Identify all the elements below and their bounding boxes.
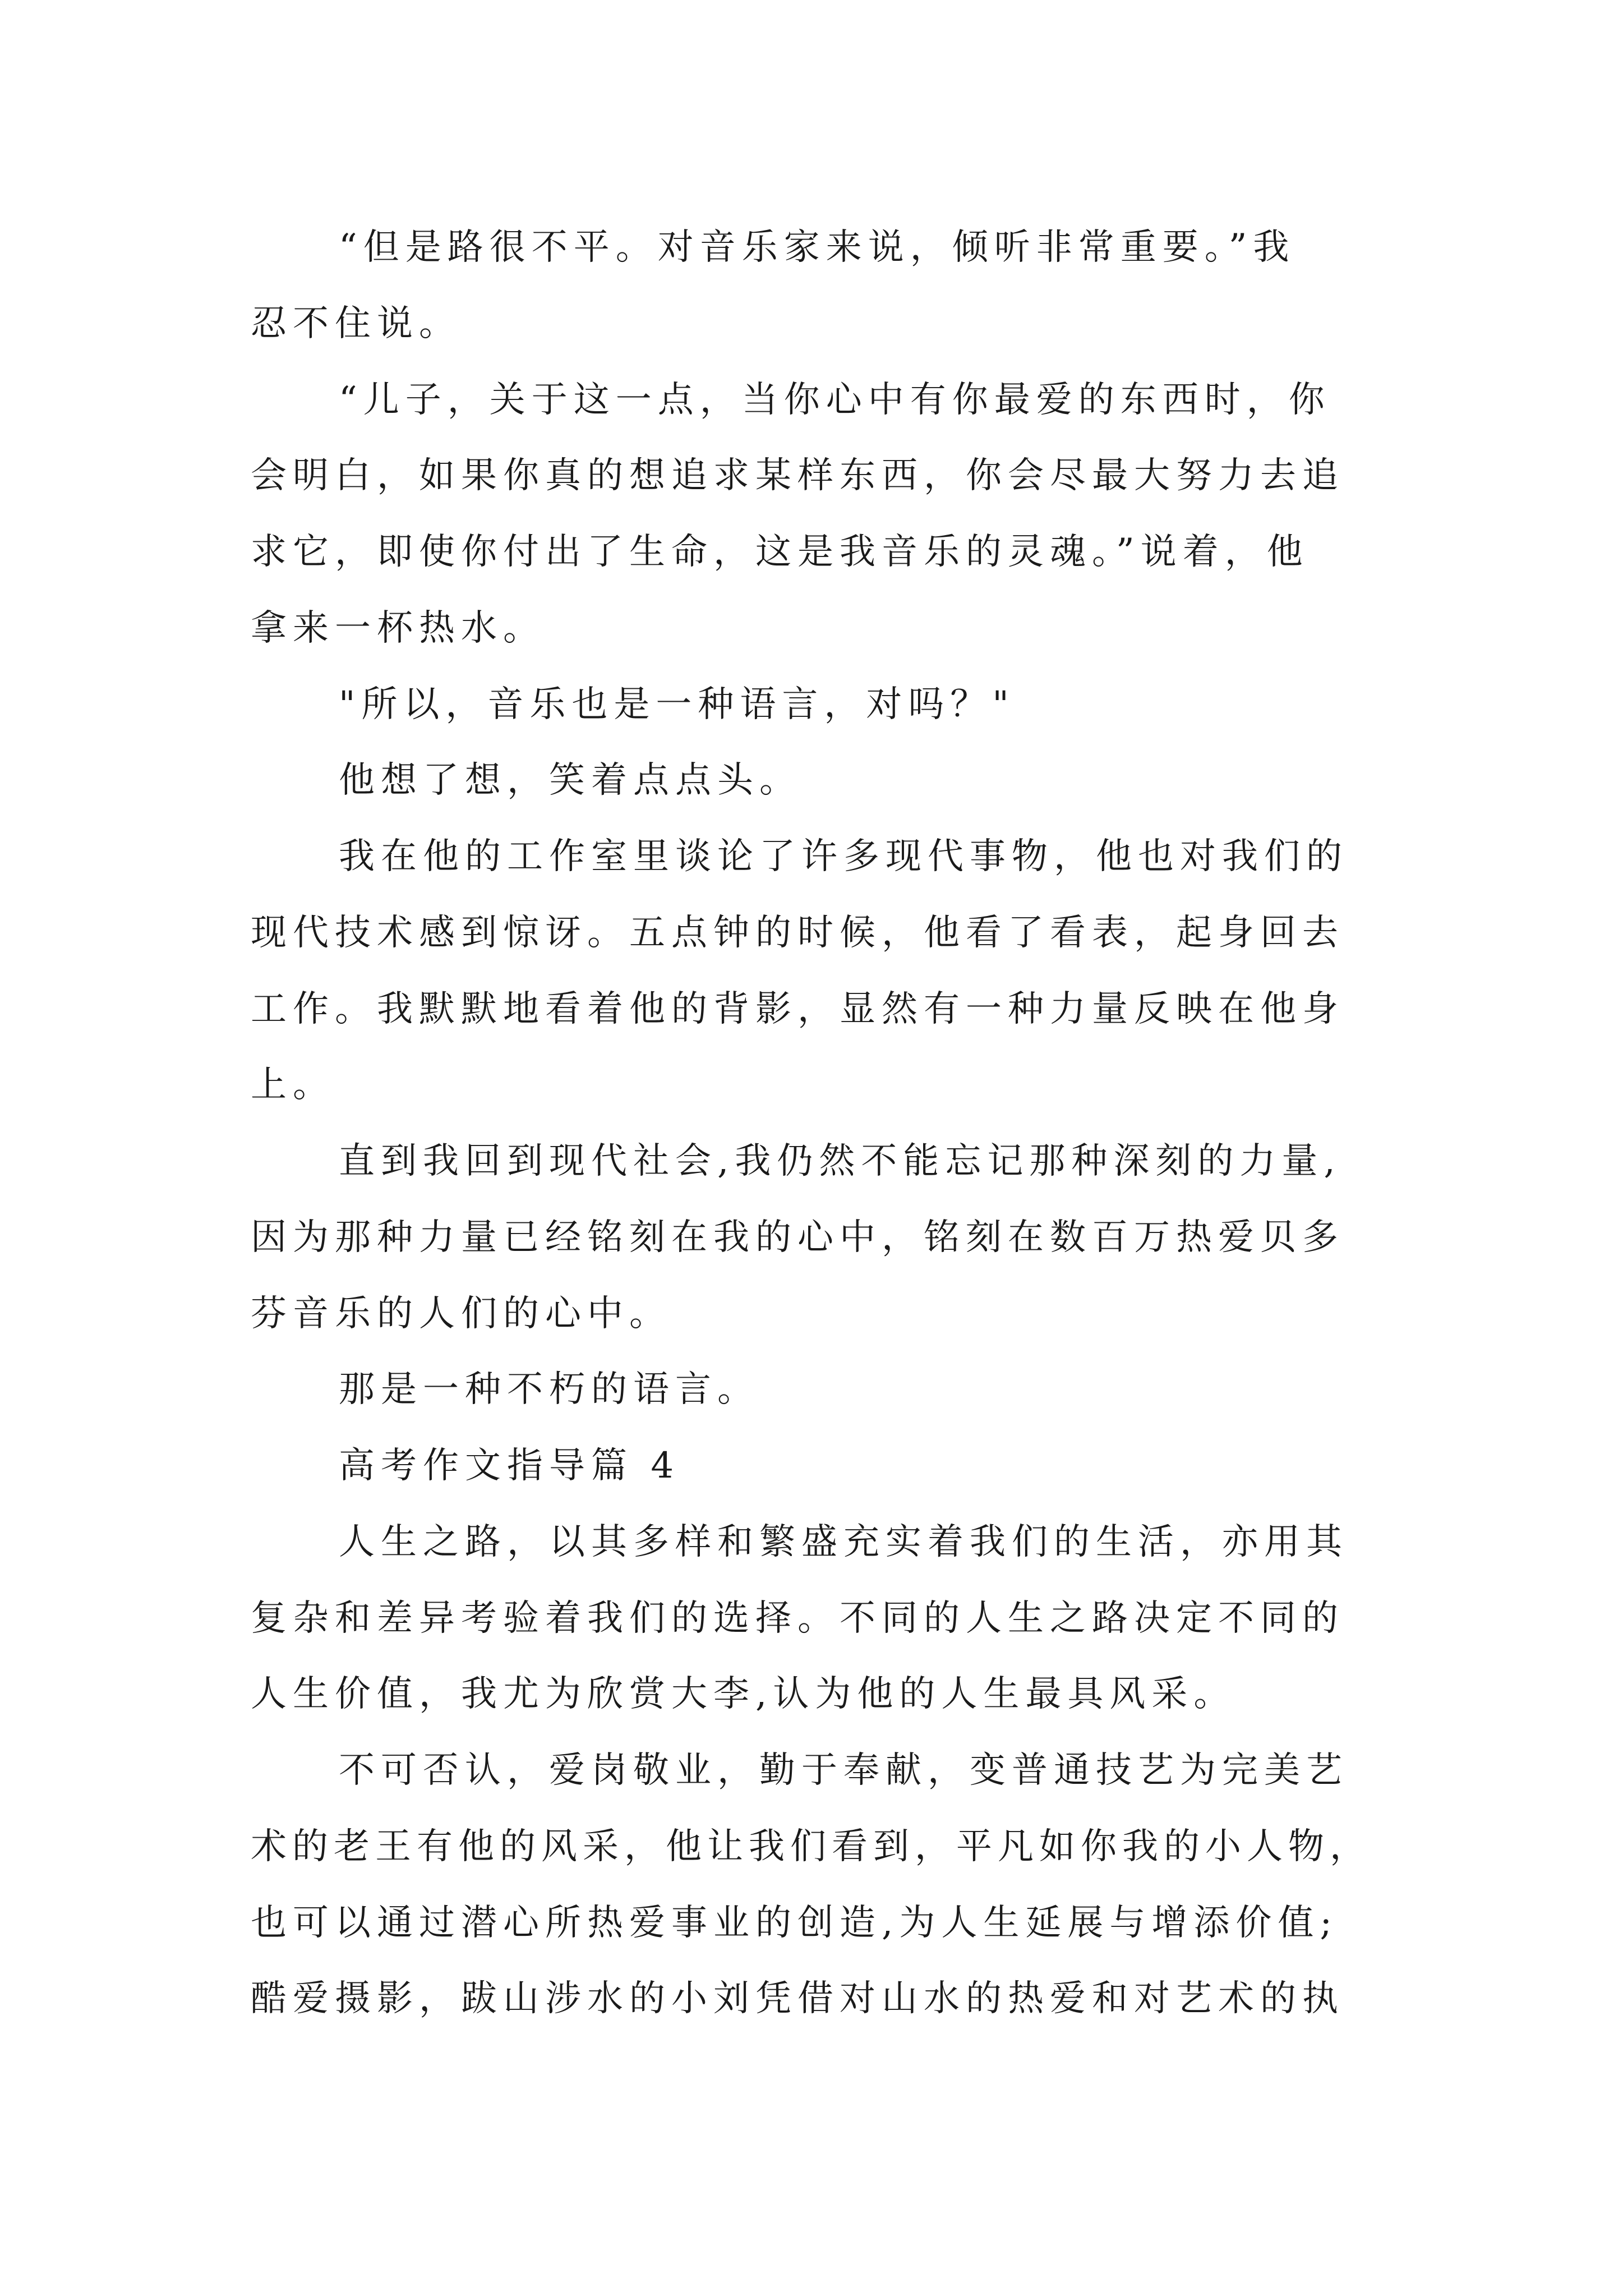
text-line: “但是路很不平。对音乐家来说，倾听非常重要。”我 (339, 227, 1295, 268)
text-line: 现代技术感到惊讶。五点钟的时候，他看了看表，起身回去 (251, 912, 1344, 954)
text-line: “儿子，关于这一点，当你心中有你最爱的东西时，你 (339, 379, 1331, 421)
text-line: 因为那种力量已经铭刻在我的心中，铭刻在数百万热爱贝多 (251, 1217, 1344, 1258)
text-line: 不可否认，爱岗敬业，勤于奉献，变普通技艺为完美艺 (339, 1750, 1348, 1791)
text-line: 人生价值，我尤为欣赏大李,认为他的人生最具风采。 (251, 1673, 1236, 1715)
text-line: 拿来一杯热水。 (251, 608, 545, 649)
text-line: 酷爱摄影，跋山涉水的小刘凭借对山水的热爱和对艺术的执 (251, 1978, 1344, 2019)
text-line: 他想了想，笑着点点头。 (339, 760, 801, 801)
text-line: 上。 (251, 1064, 335, 1106)
section-heading: 高考作文指导篇 4 (339, 1445, 680, 1487)
text-line: 忍不住说。 (251, 303, 461, 344)
text-line: 直到我回到现代社会,我仍然不能忘记那种深刻的力量, (339, 1140, 1341, 1182)
text-line: 会明白，如果你真的想追求某样东西，你会尽最大努力去追 (251, 455, 1344, 496)
text-line: 我在他的工作室里谈论了许多现代事物，他也对我们的 (339, 836, 1348, 877)
text-line: 复杂和差异考验着我们的选择。不同的人生之路决定不同的 (251, 1598, 1344, 1639)
text-line: 求它，即使你付出了生命，这是我音乐的灵魂。”说着，他 (251, 531, 1309, 573)
text-line: 术的老王有他的风采，他让我们看到，平凡如你我的小人物， (251, 1826, 1371, 1867)
text-line: 芬音乐的人们的心中。 (251, 1293, 671, 1335)
text-line: 工作。我默默地看着他的背影，显然有一种力量反映在他身 (251, 988, 1344, 1030)
text-line: 那是一种不朽的语言。 (339, 1369, 759, 1410)
text-line: 人生之路，以其多样和繁盛充实着我们的生活，亦用其 (339, 1521, 1348, 1563)
text-line: 也可以通过潜心所热爱事业的创造,为人生延展与增添价值; (251, 1902, 1338, 1944)
text-line: "所以，音乐也是一种语言，对吗？" (339, 684, 1015, 725)
